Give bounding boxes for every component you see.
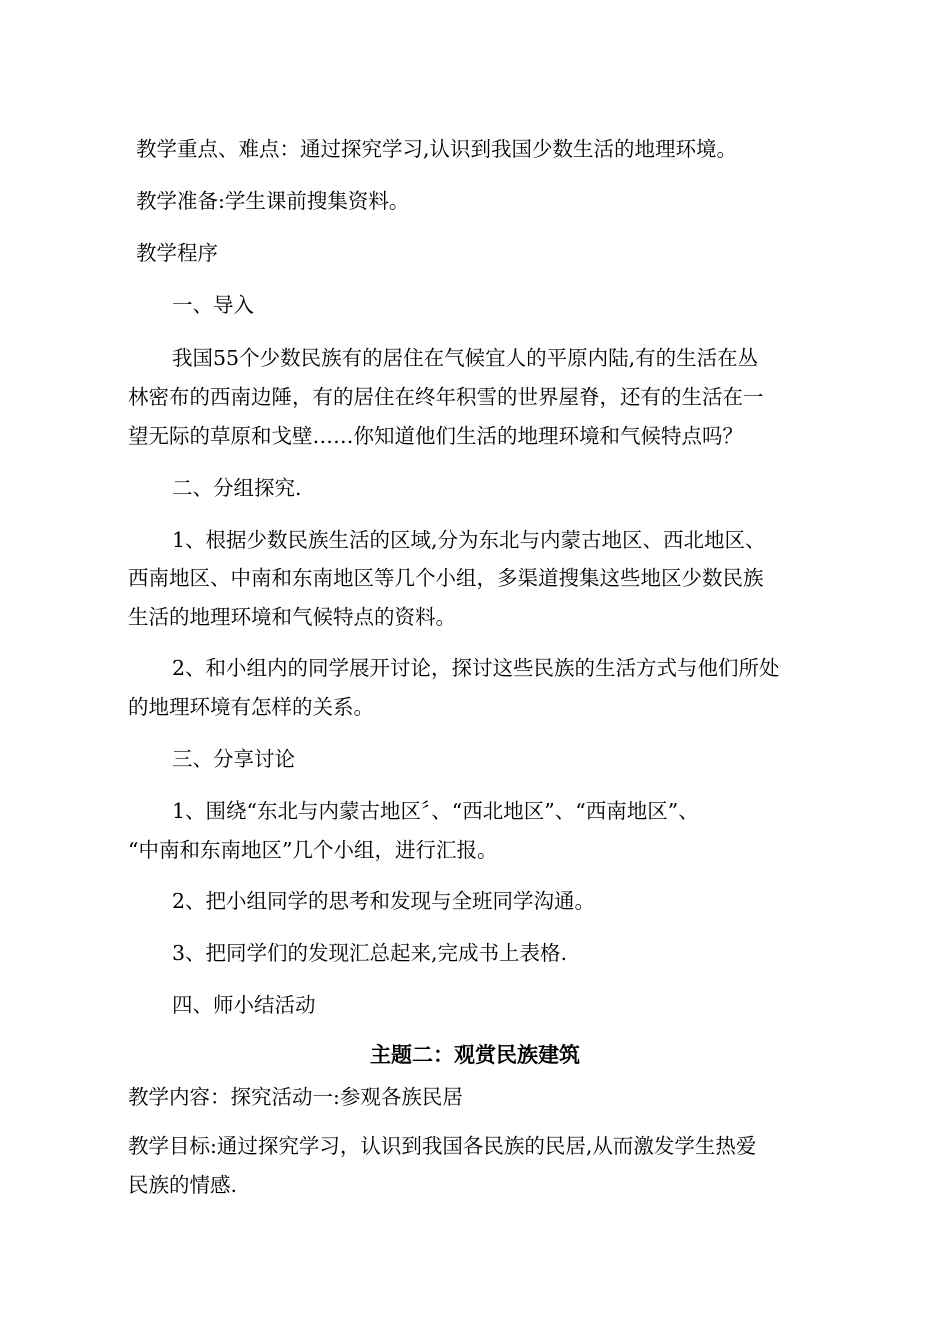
- step2-item1-line: 1、根据少数民族生活的区域,分为东北与内蒙古地区、西北地区、: [172, 528, 766, 552]
- step3-item1-line: “中南和东南地区”几个小组，进行汇报。: [128, 838, 498, 862]
- step2-item1-line: 生活的地理环境和气候特点的资料。: [128, 605, 456, 629]
- preparation-line: 教学准备:学生课前搜集资料。: [136, 189, 410, 213]
- focus-difficulty-line: 教学重点、难点：通过探究学习,认识到我国少数生活的地理环境。: [136, 137, 738, 161]
- step3-item3-line: 3、把同学们的发现汇总起来,完成书上表格.: [172, 941, 568, 965]
- step3-heading: 三、分享讨论: [172, 747, 295, 771]
- teaching-content-line: 教学内容：探究活动一:参观各族民居: [128, 1085, 463, 1109]
- teaching-objective-line: 教学目标:通过探究学习，认识到我国各民族的民居,从而激发学生热爱: [128, 1134, 757, 1158]
- step1-paragraph-line: 我国55个少数民族有的居住在气候宜人的平原内陆,有的生活在丛: [172, 346, 759, 370]
- step1-paragraph-line: 望无际的草原和戈壁……你知道他们生活的地理环境和气候特点吗？: [128, 424, 743, 448]
- procedure-heading: 教学程序: [136, 241, 218, 265]
- step1-paragraph-line: 林密布的西南边陲，有的居住在终年积雪的世界屋脊，还有的生活在一: [128, 385, 764, 409]
- teaching-objective-line: 民族的情感.: [128, 1173, 238, 1197]
- step1-heading: 一、导入: [172, 293, 254, 317]
- section-two-title: 主题二：观赏民族建筑: [370, 1042, 580, 1067]
- step2-item1-line: 西南地区、中南和东南地区等几个小组，多渠道搜集这些地区少数民族: [128, 566, 764, 590]
- step2-item2-line: 2、和小组内的同学展开讨论，探讨这些民族的生活方式与他们所处: [172, 656, 780, 680]
- step2-heading: 二、分组探究.: [172, 476, 302, 500]
- step4-heading: 四、师小结活动: [172, 993, 316, 1017]
- step3-item2-line: 2、把小组同学的思考和发现与全班同学沟通。: [172, 889, 596, 913]
- step3-item1-line: 1、围绕“东北与内蒙古地区〞、“西北地区”、“西南地区”、: [172, 799, 699, 823]
- step2-item2-line: 的地理环境有怎样的关系。: [128, 695, 374, 719]
